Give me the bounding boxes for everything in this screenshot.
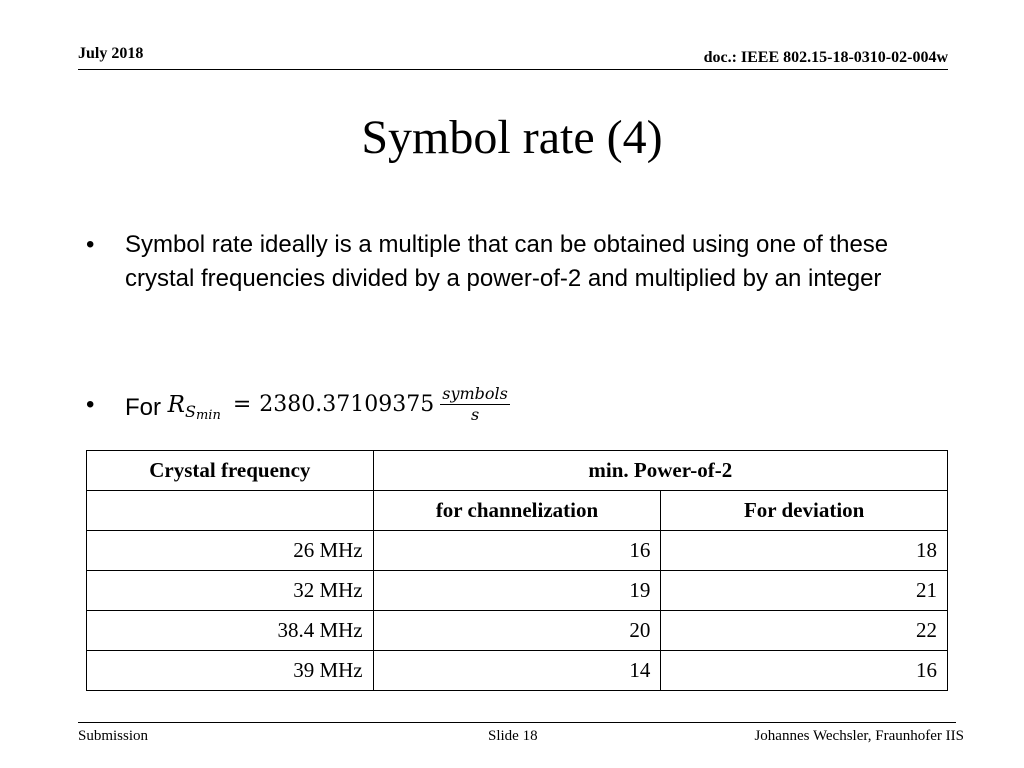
table-header-cell — [87, 491, 374, 531]
table-cell: 14 — [373, 651, 661, 691]
table-cell: 26 MHz — [87, 531, 374, 571]
footer-divider — [78, 722, 956, 723]
table-cell: 20 — [373, 611, 661, 651]
formula-equals: = — [232, 391, 252, 417]
table-cell: 38.4 MHz — [87, 611, 374, 651]
footer-submission: Submission — [78, 728, 149, 744]
table-cell: 22 — [661, 611, 948, 651]
table-subheader-row — [87, 491, 948, 531]
table-header-cell: min. Power-of-2 — [373, 451, 947, 491]
table-cell: 16 — [661, 651, 948, 691]
header-date: July 2018 — [78, 45, 144, 62]
table-header-row — [87, 451, 948, 491]
bullet-marker: • — [86, 391, 95, 418]
formula-symbol: R — [167, 391, 185, 418]
table-cell: 32 MHz — [87, 571, 374, 611]
table-header-cell: Crystal frequency — [87, 451, 374, 491]
formula-subscript: S — [185, 401, 196, 421]
table-header-cell: for channelization — [373, 491, 661, 531]
formula-prefix: For — [125, 393, 161, 421]
bullet-marker: • — [86, 231, 95, 258]
bullet-text: Symbol rate ideally is a multiple that can be obtained using one of these crystal frequencies divided by a power-of-2 and multiplied by an integer — [125, 231, 889, 292]
fraction-denominator: s — [470, 405, 480, 424]
symbol-rate-formula — [168, 384, 510, 425]
table-cell: 18 — [661, 531, 948, 571]
formula-value: 2380.37109375 — [259, 391, 435, 417]
formula-unit-fraction — [440, 384, 510, 425]
formula-subsubscript: min — [195, 407, 221, 423]
fraction-numerator: symbols — [442, 384, 508, 403]
formula-line — [125, 384, 946, 429]
table-cell: 16 — [373, 531, 661, 571]
table-row — [87, 651, 948, 691]
table-cell: 39 MHz — [87, 651, 374, 691]
footer-author: Johannes Wechsler, Fraunhofer IIS — [754, 728, 964, 744]
header-divider — [78, 69, 948, 70]
table-cell: 21 — [661, 571, 948, 611]
slide-title: Symbol rate (4) — [361, 111, 663, 164]
table-header-cell: For deviation — [661, 491, 948, 531]
bullet-item-formula — [86, 384, 946, 429]
footer-slide-number: Slide 18 — [488, 728, 538, 744]
crystal-frequency-table — [86, 450, 948, 691]
table-row — [87, 531, 948, 571]
header-doc-id: doc.: IEEE 802.15-18-0310-02-004w — [703, 49, 948, 66]
table-row — [87, 611, 948, 651]
table-row — [87, 571, 948, 611]
bullet-item — [86, 228, 946, 296]
table-cell: 19 — [373, 571, 661, 611]
